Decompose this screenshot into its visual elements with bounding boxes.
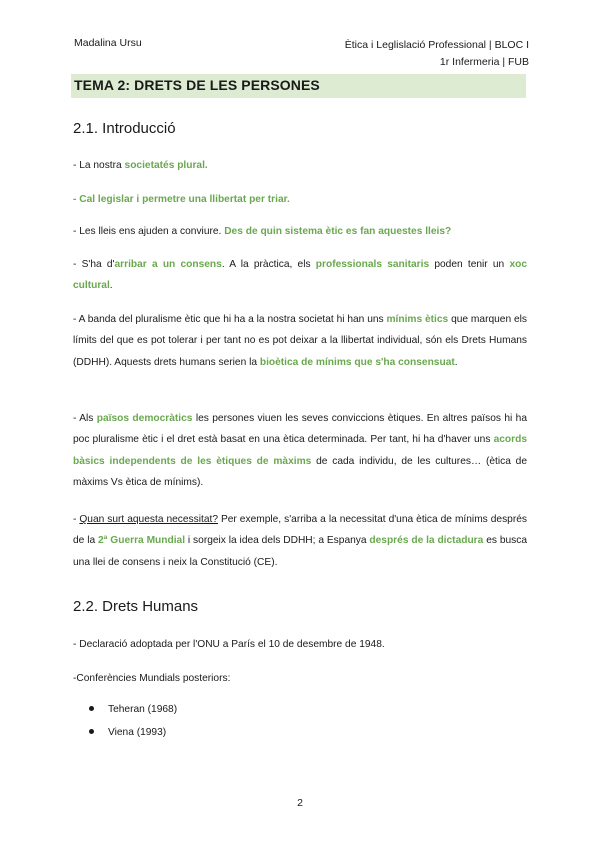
paragraph-1: - La nostra societatés plural.	[73, 160, 208, 171]
header-author: Madalina Ursu	[74, 37, 142, 49]
section-heading-introduccio: 2.1. Introducció	[73, 120, 176, 137]
list-item: Teheran (1968)	[89, 704, 177, 715]
list-item: Viena (1993)	[89, 727, 166, 738]
paragraph-conferencies: -Conferències Mundials posteriors:	[73, 673, 231, 684]
page-number: 2	[297, 797, 303, 809]
header-course	[345, 37, 529, 71]
paragraph-5: - A banda del pluralisme ètic que hi ha a la nostra societat hi han uns mínims ètics que marquen els límits del que es pot tolerar i per tant no es pot deixar a la llibertat individual, són els Drets Humans (DDHH). Aquests drets humans serien la bioètica de mínims que s'ha consensuat.	[73, 314, 527, 368]
section-heading-drets-humans: 2.2. Drets Humans	[73, 598, 199, 615]
paragraph-declaracio: - Declaració adoptada per l'ONU a París el 10 de desembre de 1948.	[73, 639, 385, 650]
paragraph-2: - Cal legislar i permetre una llibertat per triar.	[73, 194, 290, 205]
page-title: TEMA 2: DRETS DE LES PERSONES	[74, 77, 320, 93]
bullet-icon	[89, 729, 94, 734]
bullet-icon	[89, 706, 94, 711]
paragraph-7: - Quan surt aquesta necessitat? Per exemple, s'arriba a la necessitat d'una ètica de mínims després de la 2ª Guerra Mundial i sorgeix la idea dels DDHH; a Espanya després de la dictadura es busca una llei de consens i neix la Constitució (CE).	[73, 514, 528, 568]
title-banner	[71, 74, 526, 98]
paragraph-4: - S'ha d'arribar a un consens. A la pràctica, els professionals sanitaris poden tenir un xoc cultural.	[73, 259, 527, 292]
header-course-line1: Ètica i Leglislació Professional | BLOC I	[344, 39, 529, 51]
header-course-line2: 1r Infermeria | FUB	[439, 56, 529, 68]
paragraph-6: - Als països democràtics les persones viuen les seves conviccions ètiques. En altres països hi ha poc pluralisme ètic i el dret està basat en una ètica determinada. Per tant, hi ha d'haver uns acords bàsics independents de les ètiques de màxims de cada individu, de les cultures… (ètica de màxims Vs ètica de mínims).	[73, 413, 527, 488]
paragraph-3: - Les lleis ens ajuden a conviure. Des de quin sistema ètic es fan aquestes lleis?	[73, 226, 452, 237]
